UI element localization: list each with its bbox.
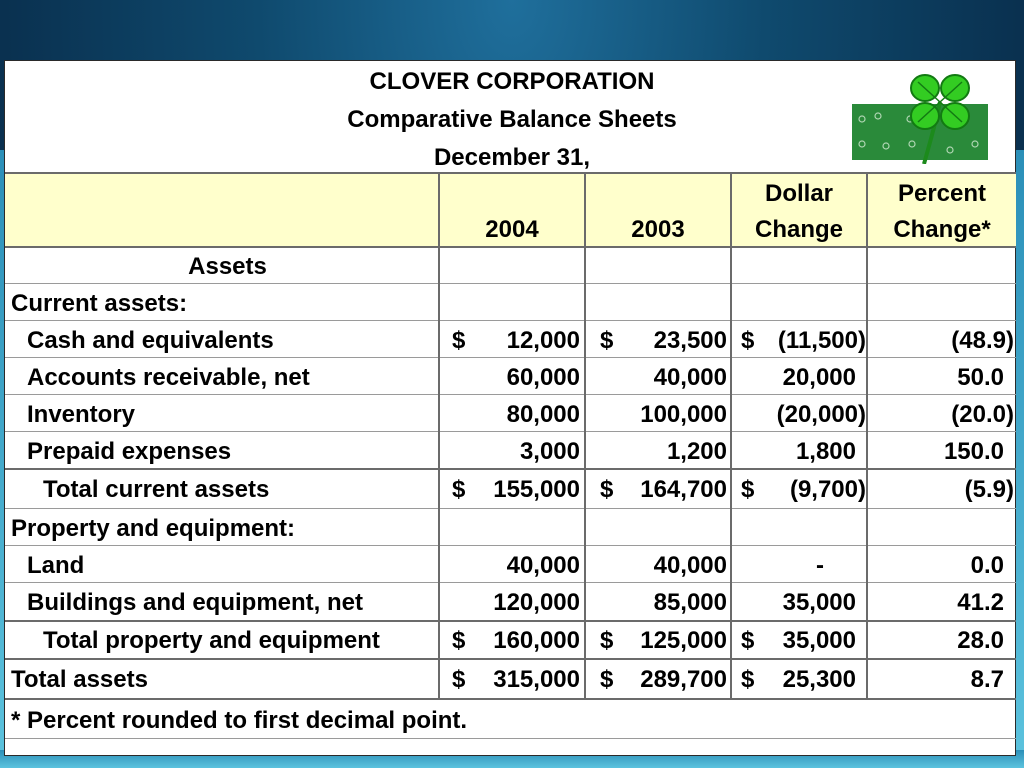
table-divider [5,394,1016,395]
cell-dollar-change: 20,000 [782,364,856,391]
cell-2003: 40,000 [653,552,727,579]
cell-percent-change: (20.0) [951,401,1014,428]
currency-symbol: $ [600,627,614,654]
row-label-accounts-receivable: Accounts receivable, net [27,364,310,391]
table-divider [5,320,1016,321]
row-label-prepaid-expenses: Prepaid expenses [27,438,232,465]
row-label-total-assets: Total assets [11,666,148,693]
cell-percent-change: (48.9) [951,327,1014,354]
currency-symbol: $ [741,476,755,503]
table-divider [5,582,1016,583]
cell-percent-change: 28.0 [957,627,1004,654]
currency-symbol: $ [600,476,614,503]
row-label-current-assets: Current assets: [11,290,188,317]
cell-2004: 40,000 [506,552,580,579]
table-divider [5,508,1016,509]
report-subtitle: Comparative Balance Sheets [347,106,677,133]
table-divider [5,698,1016,700]
cell-2003: 164,700 [640,476,727,503]
cell-percent-change: (5.9) [964,476,1014,503]
row-label-inventory: Inventory [27,401,136,428]
column-divider [730,172,732,698]
column-divider [866,172,868,698]
column-header-2004: 2004 [485,216,539,243]
cell-2004: 120,000 [493,589,580,616]
cell-percent-change: 8.7 [970,666,1004,693]
table-divider [5,658,1016,660]
table-divider [5,545,1016,546]
row-label-total-property: Total property and equipment [43,627,380,654]
table-divider [5,357,1016,358]
cell-2003: 40,000 [653,364,727,391]
cell-2004: 160,000 [493,627,580,654]
company-title: CLOVER CORPORATION [369,68,655,95]
cell-2004: 80,000 [506,401,580,428]
footnote: * Percent rounded to first decimal point. [11,707,468,734]
row-label-cash: Cash and equivalents [27,327,274,354]
currency-symbol: $ [741,627,755,654]
cell-2003: 100,000 [640,401,727,428]
row-label-land: Land [27,552,85,579]
cell-2003: 289,700 [640,666,727,693]
cell-dollar-change: 35,000 [782,627,856,654]
clover-logo-icon [850,64,990,164]
row-label-total-current-assets: Total current assets [43,476,270,503]
cell-2004: 315,000 [493,666,580,693]
column-header-dollar-change-line2: Change [754,216,843,243]
column-divider [438,172,440,698]
column-header-2003: 2003 [631,216,685,243]
currency-symbol: $ [741,666,755,693]
table-divider [5,431,1016,432]
cell-2004: 12,000 [506,327,580,354]
column-header-percent-change-line1: Percent [897,180,987,207]
column-divider [584,172,586,698]
cell-2003: 125,000 [640,627,727,654]
currency-symbol: $ [600,666,614,693]
cell-percent-change: 0.0 [970,552,1004,579]
currency-symbol: $ [452,327,466,354]
cell-2004: 155,000 [493,476,580,503]
table-divider [5,172,1016,174]
currency-symbol: $ [600,327,614,354]
table-divider [5,246,1016,248]
column-header-dollar-change-line1: Dollar [764,180,833,207]
currency-symbol: $ [452,476,466,503]
cell-2004: 60,000 [506,364,580,391]
table-divider [5,283,1016,284]
cell-2003: 23,500 [653,327,727,354]
table-divider [5,738,1016,739]
row-label-buildings: Buildings and equipment, net [27,589,363,616]
cell-percent-change: 50.0 [957,364,1004,391]
cell-percent-change: 150.0 [943,438,1004,465]
background-glow-right [1016,150,1024,768]
row-label-property-equipment: Property and equipment: [11,515,296,542]
cell-percent-change: 41.2 [957,589,1004,616]
row-label-assets: Assets [188,253,267,280]
currency-symbol: $ [741,327,755,354]
table-divider [5,620,1016,622]
cell-dollar-change: (11,500) [777,327,866,354]
cell-dollar-change: (9,700) [789,476,866,503]
table-divider [5,468,1016,470]
currency-symbol: $ [452,627,466,654]
cell-2004: 3,000 [519,438,580,465]
cell-2003: 85,000 [653,589,727,616]
cell-dollar-change: - [816,552,824,579]
cell-dollar-change: 1,800 [795,438,856,465]
column-header-percent-change-line2: Change* [893,216,991,243]
cell-dollar-change: 25,300 [782,666,856,693]
cell-dollar-change: 35,000 [782,589,856,616]
report-date: December 31, [433,144,591,171]
cell-dollar-change: (20,000) [776,401,866,428]
cell-2003: 1,200 [666,438,727,465]
currency-symbol: $ [452,666,466,693]
